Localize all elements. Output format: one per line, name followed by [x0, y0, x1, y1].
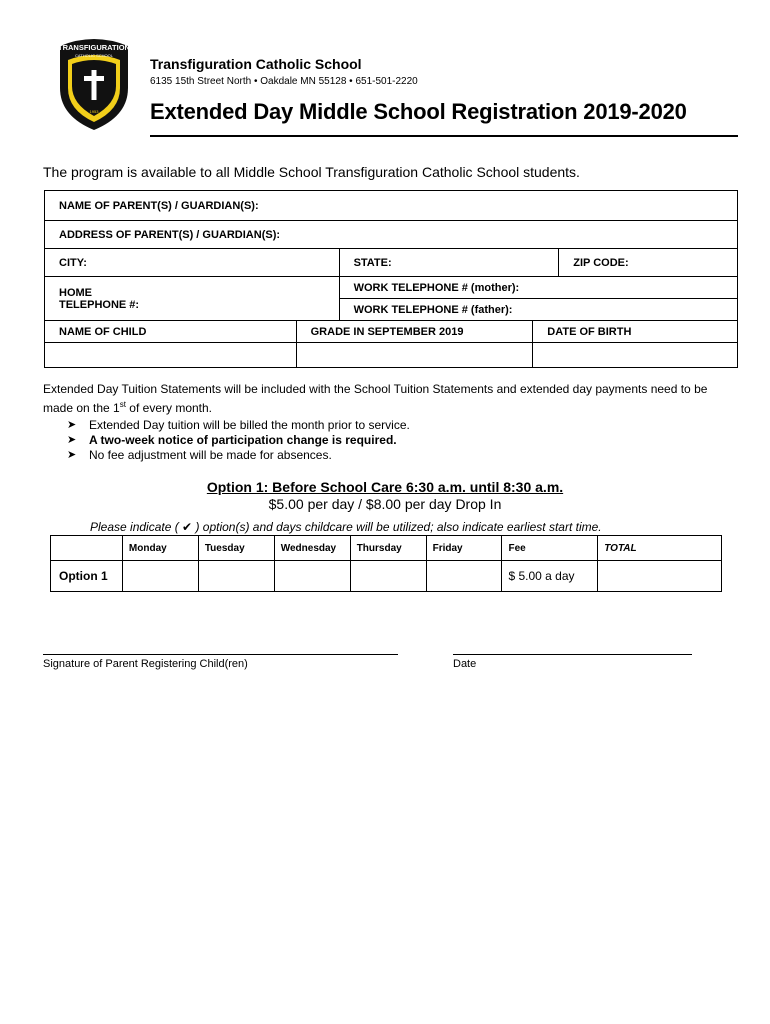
zip-field[interactable]: ZIP CODE:: [559, 249, 738, 277]
indicate-instructions: Please indicate ( ✔ ) option(s) and days childcare will be utilized; also indicate earliest start time.: [90, 520, 602, 534]
column-header-wednesday: Wednesday: [274, 536, 350, 561]
logo-text: TRANSFIGURATION: [58, 43, 130, 52]
child-name-input[interactable]: [45, 343, 297, 368]
column-header-tuesday: Tuesday: [198, 536, 274, 561]
registration-info-table: [44, 190, 738, 368]
school-logo: [56, 36, 132, 132]
option1-row-label: Option 1: [51, 561, 123, 592]
tuition-text: Extended Day Tuition Statements will be included with the School Tuition Statements and extended day payments need to be made on the 1: [43, 382, 708, 415]
date-label: Date: [453, 658, 477, 670]
intro-text: The program is available to all Middle School Transfiguration Catholic School students.: [43, 164, 580, 180]
tuition-text-end: of every month.: [125, 401, 213, 415]
monday-cell[interactable]: [122, 561, 198, 592]
tuition-superscript: st: [119, 400, 126, 409]
child-name-header: NAME OF CHILD: [45, 321, 297, 343]
total-cell[interactable]: [598, 561, 722, 592]
school-name: Transfiguration Catholic School: [150, 56, 362, 72]
work-phone-mother-field[interactable]: WORK TELEPHONE # (mother):: [339, 277, 737, 299]
policy-list: [67, 418, 410, 463]
arrow-bullet-icon: ➤: [67, 449, 77, 461]
thursday-cell[interactable]: [350, 561, 426, 592]
option-price: $5.00 per day / $8.00 per day Drop In: [268, 496, 502, 512]
list-item: ➤ A two-week notice of participation change is required.: [67, 433, 397, 447]
list-item: ➤ Extended Day tuition will be billed the month prior to service.: [67, 418, 410, 432]
column-header-thursday: Thursday: [350, 536, 426, 561]
column-header-friday: Friday: [426, 536, 502, 561]
friday-cell[interactable]: [426, 561, 502, 592]
logo-subtext: CATHOLIC SCHOOL: [75, 53, 113, 58]
work-phone-father-field[interactable]: WORK TELEPHONE # (father):: [339, 299, 737, 321]
tuition-statement: [43, 381, 738, 416]
title-divider: [150, 135, 738, 137]
arrow-bullet-icon: ➤: [67, 434, 77, 446]
column-header-fee: Fee: [502, 536, 598, 561]
list-item: ➤ No fee adjustment will be made for absences.: [67, 448, 332, 462]
fee-value: $ 5.00 a day: [502, 561, 598, 592]
corner-cell: [51, 536, 123, 561]
grade-input[interactable]: [296, 343, 533, 368]
signature-line[interactable]: [43, 654, 398, 655]
parent-address-field[interactable]: ADDRESS OF PARENT(S) / GUARDIAN(S):: [45, 221, 738, 249]
option-schedule-table: [50, 535, 722, 592]
option-heading: Option 1: Before School Care 6:30 a.m. until 8:30 a.m.: [206, 479, 564, 495]
tuesday-cell[interactable]: [198, 561, 274, 592]
dob-input[interactable]: [533, 343, 738, 368]
parent-name-field[interactable]: NAME OF PARENT(S) / GUARDIAN(S):: [45, 191, 738, 221]
home-phone-field[interactable]: HOME TELEPHONE #:: [45, 277, 340, 321]
school-address: 6135 15th Street North • Oakdale MN 55128 • 651-501-2220: [150, 76, 418, 87]
column-header-monday: Monday: [122, 536, 198, 561]
column-header-total: TOTAL: [598, 536, 722, 561]
state-field[interactable]: STATE:: [339, 249, 559, 277]
signature-label: Signature of Parent Registering Child(ren): [43, 658, 248, 670]
grade-header: GRADE IN SEPTEMBER 2019: [296, 321, 533, 343]
wednesday-cell[interactable]: [274, 561, 350, 592]
page-title: Extended Day Middle School Registration 2019-2020: [150, 99, 687, 124]
arrow-bullet-icon: ➤: [67, 419, 77, 431]
logo-year: 1953: [89, 109, 99, 114]
city-field[interactable]: CITY:: [45, 249, 340, 277]
dob-header: DATE OF BIRTH: [533, 321, 738, 343]
date-line[interactable]: [453, 654, 692, 655]
